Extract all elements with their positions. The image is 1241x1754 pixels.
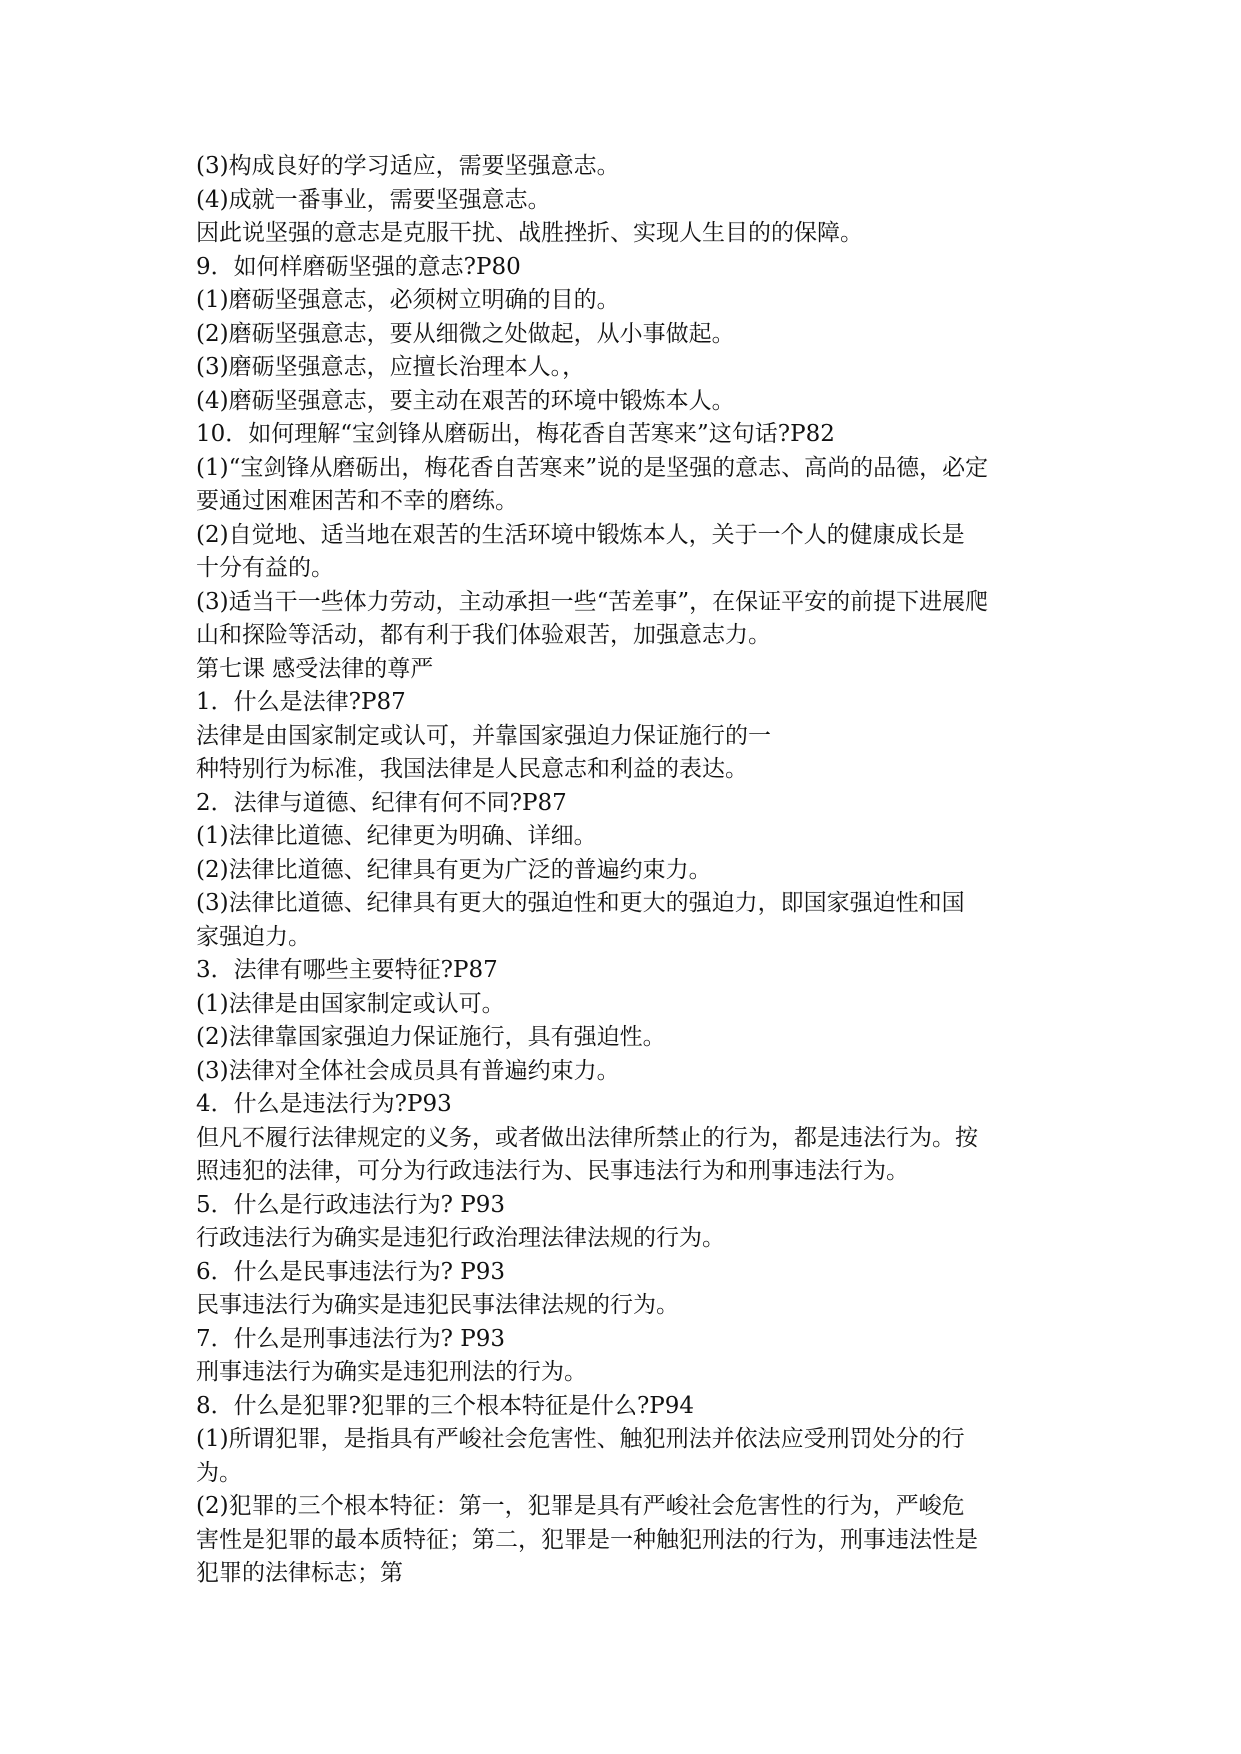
text-line: (3)磨砺坚强意志，应擅长治理本人。， <box>196 354 586 380</box>
question-heading: 10．如何理解“宝剑锋从磨砺出，梅花香自苦寒来”这句话?P82 <box>196 421 835 447</box>
text-line: (1)磨砺坚强意志，必须树立明确的目的。 <box>196 287 620 313</box>
text-line: (4)磨砺坚强意志，要主动在艰苦的环境中锻炼本人。 <box>196 387 735 414</box>
text-line: 照违犯的法律，可分为行政违法行为、民事违法行为和刑事违法行为。 <box>196 1158 909 1184</box>
text-line: (2)犯罪的三个根本特征：第一，犯罪是具有严峻社会危害性的行为，严峻危 <box>196 1493 965 1519</box>
question-heading: 1．什么是法律?P87 <box>196 689 406 715</box>
text-line: 法律是由国家制定或认可，并靠国家强迫力保证施行的一 <box>196 722 771 749</box>
text-line: (3)法律对全体社会成员具有普遍约束力。 <box>196 1057 620 1084</box>
text-line: 犯罪的法律标志；第 <box>196 1560 403 1586</box>
text-line: (1)法律比道德、纪律更为明确、详细。 <box>196 823 597 849</box>
text-line: 刑事违法行为确实是违犯刑法的行为。 <box>196 1359 587 1385</box>
text-line: 要通过困难困苦和不幸的磨练。 <box>196 488 518 514</box>
question-heading: 3．法律有哪些主要特征?P87 <box>196 957 498 983</box>
text-line: 行政违法行为确实是违犯行政治理法律法规的行为。 <box>196 1225 725 1251</box>
question-heading: 5．什么是行政违法行为? P93 <box>196 1191 506 1218</box>
text-line: (2)自觉地、适当地在艰苦的生活环境中锻炼本人，关于一个人的健康成长是 <box>196 521 965 548</box>
question-heading: 8．什么是犯罪?犯罪的三个根本特征是什么?P94 <box>196 1392 695 1419</box>
question-heading: 4．什么是违法行为?P93 <box>196 1091 452 1117</box>
question-heading: 9．如何样磨砺坚强的意志?P80 <box>196 253 521 280</box>
text-line: (4)成就一番事业，需要坚强意志。 <box>196 186 551 213</box>
document-body <box>196 150 1056 1591</box>
text-line: (1)“宝剑锋从磨砺出，梅花香自苦寒来”说的是坚强的意志、高尚的品德，必定 <box>196 454 989 481</box>
text-line: 害性是犯罪的最本质特征；第二，犯罪是一种触犯刑法的行为，刑事违法性是 <box>196 1526 978 1553</box>
text-line: 十分有益的。 <box>196 555 334 581</box>
text-line: 种特别行为标准，我国法律是人民意志和利益的表达。 <box>196 756 748 782</box>
text-line: (2)磨砺坚强意志，要从细微之处做起，从小事做起。 <box>196 320 735 347</box>
text-line: (2)法律比道德、纪律具有更为广泛的普遍约束力。 <box>196 856 712 883</box>
text-line: (3)适当干一些体力劳动，主动承担一些“苦差事”，在保证平安的前提下进展爬 <box>196 588 989 615</box>
lesson-heading: 第七课 感受法律的尊严 <box>196 655 434 682</box>
text-line: (1)法律是由国家制定或认可。 <box>196 990 505 1017</box>
question-heading: 2．法律与道德、纪律有何不同?P87 <box>196 789 567 816</box>
question-heading: 6．什么是民事违法行为? P93 <box>196 1258 506 1285</box>
text-line: (3)法律比道德、纪律具有更大的强迫性和更大的强迫力，即国家强迫性和国 <box>196 890 965 916</box>
text-line: 为。 <box>196 1459 242 1486</box>
text-line: 家强迫力。 <box>196 923 311 950</box>
text-line: 因此说坚强的意志是克服干扰、战胜挫折、实现人生目的的保障。 <box>196 220 863 246</box>
question-heading: 7．什么是刑事违法行为? P93 <box>196 1325 506 1352</box>
text-line: (3)构成良好的学习适应，需要坚强意志。 <box>196 153 620 179</box>
text-line: 民事违法行为确实是违犯民事法律法规的行为。 <box>196 1292 679 1318</box>
text-line: (2)法律靠国家强迫力保证施行，具有强迫性。 <box>196 1024 666 1050</box>
text-line: (1)所谓犯罪，是指具有严峻社会危害性、触犯刑法并依法应受刑罚处分的行 <box>196 1426 965 1452</box>
text-line: 山和探险等活动，都有利于我们体验艰苦，加强意志力。 <box>196 622 771 648</box>
text-line: 但凡不履行法律规定的义务，或者做出法律所禁止的行为，都是违法行为。按 <box>196 1124 978 1151</box>
